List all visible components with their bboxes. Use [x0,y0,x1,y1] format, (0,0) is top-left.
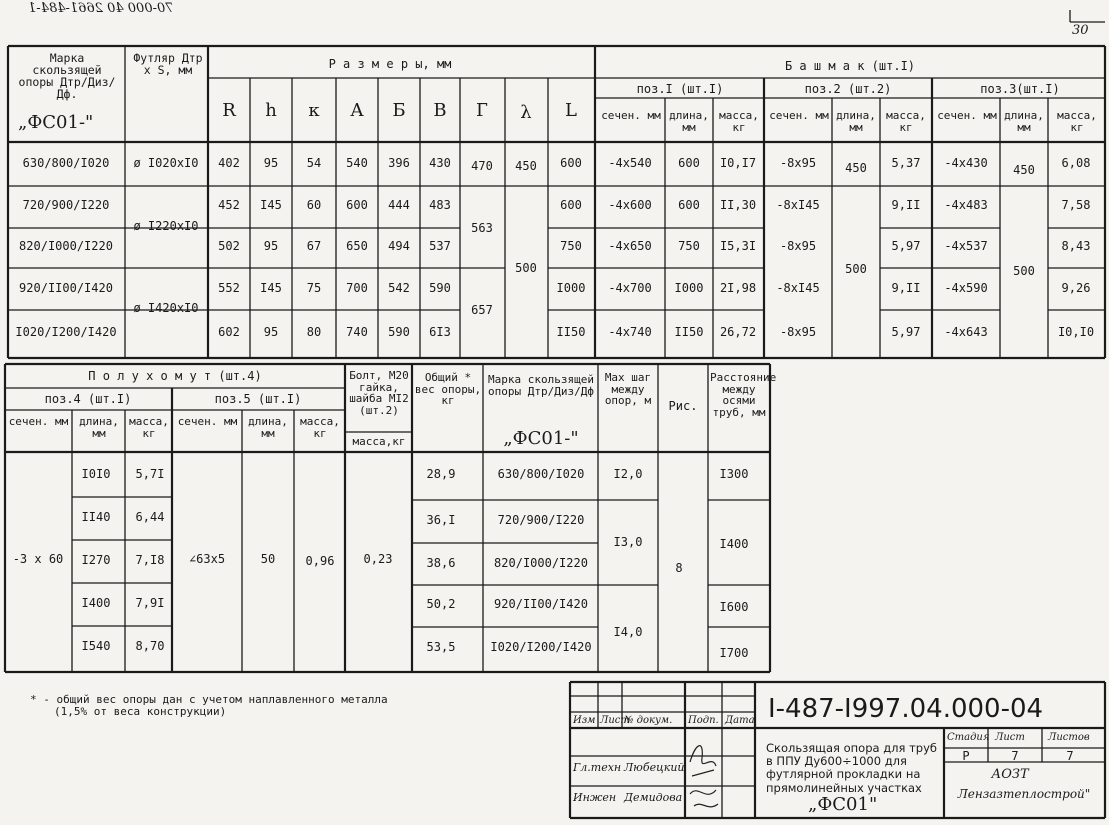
cell-p2m: 9,II [891,281,921,295]
distance-value: I600 [719,600,749,614]
cell-p3s: -4x483 [944,198,988,212]
cell-marka: 720/900/I220 [22,198,110,212]
cell-V: 537 [429,239,451,253]
stamp-sheet: 7 [1011,749,1019,763]
header-marka-code: „ФС01-" [18,112,94,133]
cell-R: 552 [218,281,240,295]
cell-weights: 36,I [426,513,456,527]
cell-p4-dlina: I270 [81,553,111,567]
dim-header-h: h [265,100,277,121]
cell-k: 75 [306,281,322,295]
dim-header-V: В [433,100,447,121]
cell-V: 6I3 [429,325,451,339]
cell-p1m: II,30 [719,198,757,212]
dim-header-lambda: λ [520,102,532,123]
stamp-gl-title: Гл.техн [573,761,622,774]
cell-h: 95 [263,156,279,170]
header-marka: Марка скользящей опоры Дтр/Диз/Дф. [18,51,116,102]
cell-p2s: -8xI45 [776,198,820,212]
cell-p3m: 8,43 [1061,239,1091,253]
cell-p1d: I000 [674,281,704,295]
cell-p2s: -8xI45 [776,281,820,295]
dim-header-G: Г [476,100,488,121]
cell-B: 444 [388,198,410,212]
sub-p4-massa: масса, кг [129,415,169,440]
sub-p5-sechen: сечен. мм [177,415,238,428]
distance-value: I400 [719,537,749,551]
stamp-doc-number: I-487-I997.04.000-04 [768,694,1044,724]
G-value: 657 [471,303,493,317]
stamp-sheets: 7 [1066,749,1074,763]
cell-p1s: -4x540 [608,156,652,170]
cell-B: 396 [388,156,410,170]
cell-p3s: -4x643 [944,325,988,339]
cell-p4-dlina: I540 [81,639,111,653]
sub-p5-massa: масса, кг [300,415,340,440]
bolt-massa-value: 0,23 [363,552,393,566]
cell-p1m: 26,72 [719,325,757,339]
cell-B: 542 [388,281,410,295]
ris-value: 8 [675,561,683,575]
cell-k: 67 [306,239,322,253]
cell-h: 95 [263,325,279,339]
sub-p4-dlina: длина, мм [79,415,119,440]
cell-k: 80 [306,325,322,339]
cell-p4-dlina: II40 [81,510,111,524]
p4-sechen-value: -3 x 60 [12,552,64,566]
cell-B: 494 [388,239,410,253]
header-marka-lower-code: „ФС01-" [503,428,579,449]
pos2-dlina-value: 500 [845,262,867,276]
dim-header-A: A [350,100,364,121]
cell-V: 430 [429,156,451,170]
cell-p1m: I0,I7 [719,156,757,170]
cell-A: 600 [346,198,368,212]
dim-header-R: R [222,100,236,121]
sub-p1-massa: масса, кг [719,109,759,134]
cell-weights: 50,2 [426,597,456,611]
stamp-org2: Лензазтеплострой" [957,787,1091,801]
cell-marka: 630/800/I020 [22,156,110,170]
pos3-dlina-value: 500 [1013,264,1035,278]
footnote-line2: (1,5% от веса конструкции) [54,705,227,718]
cell-p4-massa: 6,44 [135,510,165,524]
step-value: I3,0 [613,535,643,549]
cell-p3m: 7,58 [1061,198,1091,212]
header-marka-lower: Марка скользящей опоры Дтр/Диз/Дф [488,373,594,398]
pos3-dlina-value: 450 [1013,163,1035,177]
G-value: 470 [471,159,493,173]
stamp-description-code: „ФС01" [808,794,878,815]
cell-p1s: -4x740 [608,325,652,339]
step-value: I4,0 [613,625,643,639]
cell-R: 502 [218,239,240,253]
stamp-h-data: Дата [725,715,755,726]
stamp-stadiya: Р [962,749,970,763]
header-pos3: поз.3(шт.I) [980,82,1060,96]
stamp-h-list: Лист [600,715,630,726]
distance-value: I300 [719,467,749,481]
cell-k: 60 [306,198,322,212]
header-bolt: Болт, М20 гайка, шайба МI2 (шт.2) [349,369,409,417]
p5-sechen-value: ∠63x5 [188,552,226,566]
cell-p2m: 5,97 [891,239,921,253]
cell-h: 95 [263,239,279,253]
cell-p3m: 6,08 [1061,156,1091,170]
header-bolt-massa: масса,кг [352,435,406,448]
cell-A: 700 [346,281,368,295]
cell-R: 452 [218,198,240,212]
cell-weights: 38,6 [426,556,456,570]
header-razmery: Р а з м е р ы, мм [328,57,452,71]
futlyar-value: ø I220xI0 [133,219,199,233]
cell-p4-massa: 8,70 [135,639,165,653]
cell-p3s: -4x590 [944,281,988,295]
cell-p1m: I5,3I [719,239,757,253]
cell-p1s: -4x650 [608,239,652,253]
cell-p1d: 600 [678,198,700,212]
cell-markas: 630/800/I020 [497,467,585,481]
cell-p2s: -8x95 [779,239,817,253]
cell-p2m: 5,37 [891,156,921,170]
cell-p3m: 9,26 [1061,281,1091,295]
stamp-inzh-title: Инжен [573,791,617,804]
p5-massa-value: 0,96 [305,554,335,568]
cell-marka: 920/II00/I420 [19,281,113,295]
lambda-value: 500 [515,261,537,275]
stamp-inzh-name: Демидова [624,791,683,804]
cell-p2s: -8x95 [779,156,817,170]
cell-p2m: 9,II [891,198,921,212]
header-ris: Рис. [668,399,698,413]
cell-L: 600 [560,198,582,212]
header-pos4: поз.4 (шт.I) [44,392,132,406]
stamp-h-sheets: Листов [1048,732,1090,743]
cell-V: 590 [429,281,451,295]
header-poluhomut: П о л у х о м у т (шт.4) [88,369,262,383]
cell-h: I45 [260,198,282,212]
cell-marka: 820/I000/I220 [19,239,113,253]
cell-marka: I020/I200/I420 [15,325,117,339]
distance-value: I700 [719,646,749,660]
cell-markas: 720/900/I220 [497,513,585,527]
sub-p2-dlina: длина, мм [836,109,876,134]
header-bashmak: Б а ш м а к (шт.I) [784,59,916,73]
stamp-org1: АОЗТ [991,767,1029,782]
stamp-description: Скользящая опора для труб в ППУ Ду600÷1000 для футлярной прокладки на прямолинейных участках [766,741,937,795]
sub-p5-dlina: длина, мм [248,415,288,440]
pos2-dlina-value: 450 [845,161,867,175]
header-pos1: поз.I (шт.I) [636,82,724,96]
doc-code-top: 70-000 40 2661-484-1 [28,1,174,16]
sub-p3-dlina: длина, мм [1004,109,1044,134]
cell-markas: I020/I200/I420 [490,640,592,654]
cell-p1m: 2I,98 [719,281,757,295]
step-value: I2,0 [613,467,643,481]
stamp-h-sheet: Лист [995,732,1025,743]
cell-p4-massa: 7,I8 [135,553,165,567]
cell-p1d: 750 [678,239,700,253]
sub-p2-massa: масса, кг [886,109,926,134]
cell-p4-massa: 5,7I [135,467,165,481]
sheet-corner-number: 30 [1072,23,1089,38]
cell-p4-massa: 7,9I [135,596,165,610]
signature-marks [686,732,722,816]
cell-weights: 28,9 [426,467,456,481]
cell-L: 600 [560,156,582,170]
sub-p4-sechen: сечен. мм [8,415,69,428]
sub-p3-massa: масса, кг [1057,109,1097,134]
cell-A: 740 [346,325,368,339]
cell-R: 602 [218,325,240,339]
sub-p3-sechen: сечен. мм [937,109,997,122]
cell-k: 54 [306,156,322,170]
cell-B: 590 [388,325,410,339]
stamp-h-izm: Изм [573,715,596,726]
stamp-gl-name: Любецкий [624,761,685,774]
cell-p3s: -4x430 [944,156,988,170]
p5-dlina-value: 50 [260,552,276,566]
header-pos5: поз.5 (шт.I) [214,392,302,406]
cell-p2m: 5,97 [891,325,921,339]
footnote-line1: * - общий вес опоры дан с учетом наплавленного металла [30,693,388,706]
G-value: 563 [471,221,493,235]
cell-p4-dlina: I0I0 [81,467,111,481]
cell-p3m: I0,I0 [1057,325,1095,339]
cell-L: I000 [556,281,586,295]
lambda-value: 450 [515,159,537,173]
stamp-h-stadiya: Стадия [947,732,990,743]
cell-h: I45 [260,281,282,295]
futlyar-value: ø I020xI0 [133,156,199,170]
stamp-h-ndoc: № докум. [624,715,673,726]
dim-header-B: Б [392,100,406,121]
sub-p1-dlina: длина, мм [669,109,709,134]
sub-p2-sechen: сечен. мм [769,109,829,122]
cell-p2s: -8x95 [779,325,817,339]
header-step: Max шаг между опор, м [604,371,652,408]
cell-R: 402 [218,156,240,170]
cell-p1s: -4x700 [608,281,652,295]
header-weight: Общий * вес опоры, кг [414,371,482,408]
cell-A: 540 [346,156,368,170]
cell-p4-dlina: I400 [81,596,111,610]
header-futlyar: Футляр Дтр x S, мм [133,51,203,78]
cell-p1d: 600 [678,156,700,170]
header-pos2: поз.2 (шт.2) [804,82,892,96]
cell-p1d: II50 [674,325,704,339]
header-dist: Расстояние между осями труб, мм [710,371,777,419]
cell-p3s: -4x537 [944,239,988,253]
cell-weights: 53,5 [426,640,456,654]
dim-header-k: к [308,100,320,121]
dim-header-L: L [565,100,577,121]
cell-V: 483 [429,198,451,212]
sub-p1-sechen: сечен. мм [601,109,661,122]
cell-p1s: -4x600 [608,198,652,212]
futlyar-value: ø I420xI0 [133,301,199,315]
cell-markas: 920/II00/I420 [494,597,588,611]
cell-A: 650 [346,239,368,253]
stamp-h-podp: Подп. [688,715,719,726]
cell-L: II50 [556,325,586,339]
cell-L: 750 [560,239,582,253]
cell-markas: 820/I000/I220 [494,556,588,570]
